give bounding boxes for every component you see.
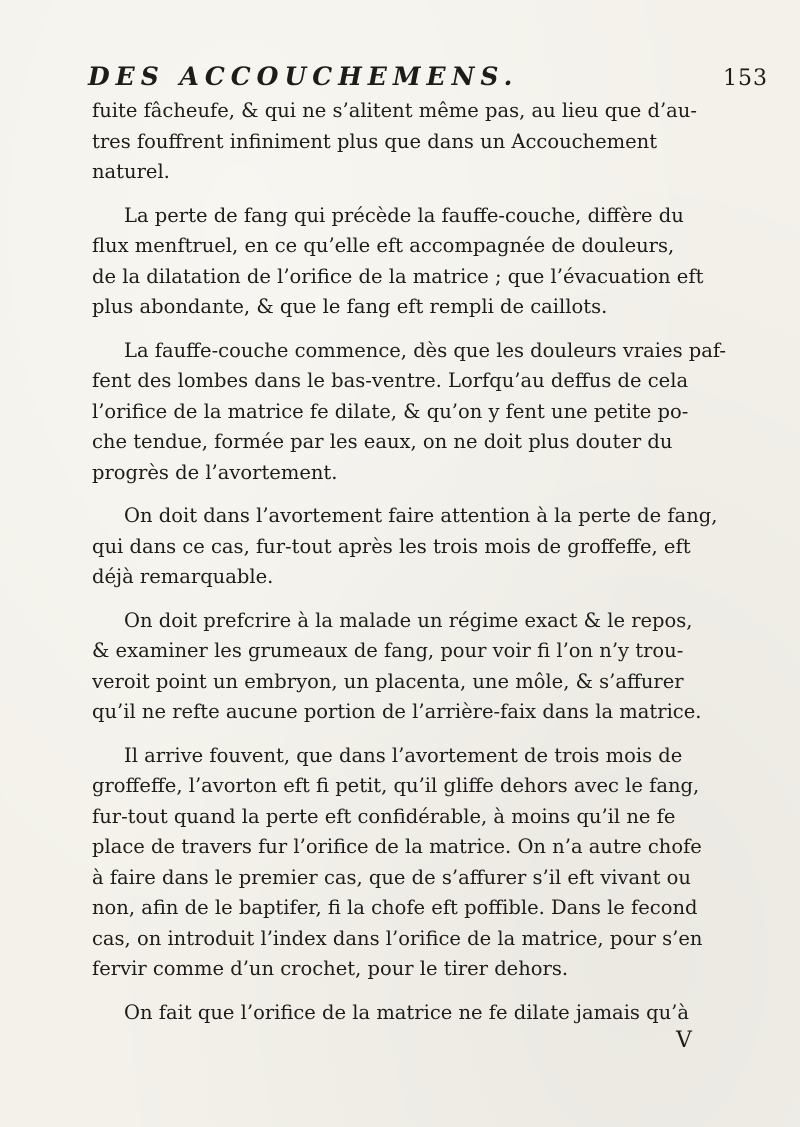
text-line: plus abondante, & que le fang eft rempli de caillots.	[92, 295, 608, 318]
text-body	[92, 96, 764, 1028]
text-line: groffeffe, l’avorton eft fi petit, qu’il gliffe dehors avec le fang,	[92, 774, 700, 797]
text-line: La fauffe-couche commence, dès que les douleurs vraies paf-	[124, 338, 726, 362]
paragraph	[92, 741, 764, 985]
text-line: place de travers fur l’orifice de la matrice. On n’a autre chofe	[92, 835, 702, 858]
running-title: DES ACCOUCHEMENS.	[88, 62, 519, 91]
text-line: Il arrive fouvent, que dans l’avortement de trois mois de	[124, 743, 683, 767]
paragraph	[92, 501, 764, 593]
text-line: progrès de l’avortement.	[92, 460, 338, 484]
text-line: fur-tout quand la perte eft confidérable, à moins qu’il ne fe	[92, 804, 676, 828]
text-line: On fait que l’orifice de la matrice ne fe dilate jamais qu’à	[124, 1000, 689, 1024]
text-line: veroit point un embryon, un placenta, une môle, & s’affurer	[92, 669, 684, 693]
page-number: 153	[723, 66, 768, 91]
text-line: à faire dans le premier cas, que de s’affurer s’il eft vivant ou	[92, 865, 691, 889]
text-line: qui dans ce cas, fur-tout après les trois mois de groffeffe, eft	[92, 534, 691, 558]
text-line: On doit prefcrire à la malade un régime exact & le repos,	[124, 608, 693, 632]
text-line: tres fouffrent infiniment plus que dans un Accouchement	[92, 129, 658, 153]
text-line: fervir comme d’un crochet, pour le tirer dehors.	[92, 957, 569, 980]
text-line: La perte de fang qui précède la fauffe-couche, diffère du	[124, 203, 684, 227]
text-line: de la dilatation de l’orifice de la matrice ; que l’évacuation eft	[92, 264, 704, 288]
text-line: cas, on introduit l’index dans l’orifice de la matrice, pour s’en	[92, 926, 703, 950]
paragraph	[92, 201, 764, 323]
text-line: On doit dans l’avortement faire attention à la perte de fang,	[124, 504, 718, 527]
text-line: non, afin de le baptifer, fi la chofe eft poffible. Dans le fecond	[92, 896, 698, 919]
paragraph	[92, 606, 764, 728]
paragraph	[92, 96, 764, 188]
paragraph	[92, 336, 764, 489]
text-line: naturel.	[92, 160, 170, 183]
text-line: l’orifice de la matrice fe dilate, & qu’on y fent une petite po-	[92, 399, 689, 423]
text-line: che tendue, formée par les eaux, on ne doit plus douter du	[92, 430, 673, 453]
text-line: fuite fâcheufe, & qui ne s’alitent même pas, au lieu que d’au-	[92, 99, 697, 122]
text-line: fent des lombes dans le bas-ventre. Lorfqu’au deffus de cela	[92, 369, 689, 392]
signature-mark: V	[676, 1028, 692, 1053]
paragraph	[92, 998, 764, 1029]
text-line: flux menftruel, en ce qu’elle eft accompagnée de douleurs,	[92, 234, 675, 257]
text-line: déjà remarquable.	[92, 565, 274, 588]
text-line: qu’il ne refte aucune portion de l’arrière-faix dans la matrice.	[92, 700, 702, 723]
text-line: & examiner les grumeaux de fang, pour voir fi l’on n’y trou-	[92, 639, 684, 662]
